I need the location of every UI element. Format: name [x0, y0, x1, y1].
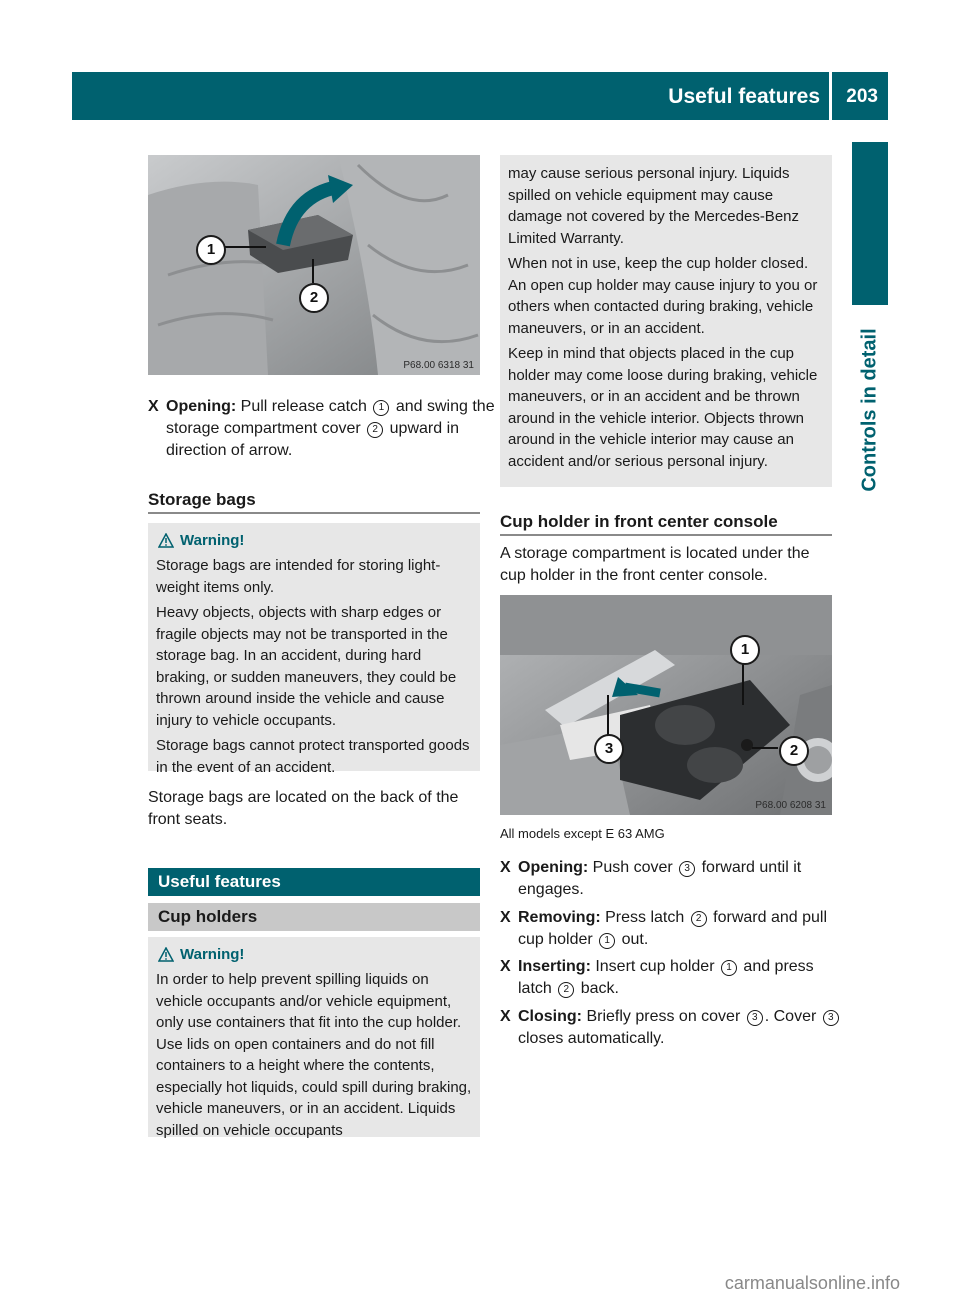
step-opening: [500, 857, 850, 901]
front-console-illustration: [500, 595, 832, 815]
warning-paragraph: Heavy objects, objects with sharp edges or fragile objects may not be transported in the storage bag. In an accident, during hard braking, or sudden maneuvers, they could be thrown around inside the vehicle and cause injury to vehicle occupants.: [156, 604, 457, 729]
front-console-heading: Cup holder in front center console: [500, 512, 778, 531]
front-console-intro: A storage compartment is located under the cup holder in the front center console.: [500, 545, 810, 584]
step-inserting: [500, 956, 850, 1000]
storage-bags-heading: Storage bags: [148, 490, 256, 509]
ref-number: 2: [558, 982, 574, 998]
ref-number: 2: [691, 911, 707, 927]
callout-1: 1: [730, 635, 760, 665]
cup-holders-bar: Cup holders: [148, 903, 480, 931]
ref-number: 3: [823, 1010, 839, 1026]
warning-paragraph: In order to help prevent spilling liquids on vehicle occupants and/or vehicle equipment, only use containers that fit into the cup holder. Use lids on open containers and do not fill containers to a height where the contents, especially hot liquids, could spill during braking, vehicle maneuvers, or in an accident. Liquids spilled on vehicle occupants: [156, 971, 472, 1139]
step-text: back.: [576, 980, 619, 997]
page-header: [72, 72, 888, 120]
warning-title: [156, 531, 472, 551]
step-text: Insert cup holder: [590, 958, 719, 975]
warning-paragraph: When not in use, keep the cup holder closed. An open cup holder may cause injury to you or others when contacted during braking, vehicle maneuvers, or in an accident.: [508, 255, 818, 337]
header-divider: [829, 72, 832, 120]
step-text: Press latch: [600, 909, 689, 926]
step-label: Opening:: [166, 398, 237, 415]
heading-rule: [148, 512, 480, 514]
callout-2: 2: [779, 736, 809, 766]
step-marker: X: [148, 398, 159, 415]
step-text: Briefly press on cover: [582, 1008, 745, 1025]
step-marker: X: [500, 859, 511, 876]
step-text: Pull release catch: [236, 398, 372, 415]
rear-armrest-illustration: [148, 155, 480, 375]
step-label: Inserting:: [518, 958, 591, 975]
callout-1: 1: [196, 235, 226, 265]
step-marker: X: [500, 909, 511, 926]
opening-step: [148, 396, 498, 462]
warning-title: [156, 945, 472, 965]
storage-bags-body: Storage bags are located on the back of the front seats.: [148, 789, 459, 828]
side-tab-text: Controls in detail: [858, 328, 881, 492]
step-label: Opening:: [518, 859, 589, 876]
ref-number: 3: [747, 1010, 763, 1026]
ref-number: 1: [721, 960, 737, 976]
warning-paragraph: Storage bags cannot protect transported goods in the event of an accident.: [156, 737, 470, 776]
page-number: 203: [846, 86, 878, 107]
storage-bags-warning: [148, 523, 480, 776]
figure-rear-armrest: [148, 155, 480, 375]
figure-code: P68.00 6318 31: [403, 360, 474, 371]
step-text: closes automatically.: [518, 1030, 665, 1047]
watermark: carmanualsonline.info: [724, 1273, 900, 1293]
step-removing: [500, 907, 850, 951]
figure-code: P68.00 6208 31: [755, 800, 826, 811]
warning-title-text: Warning!: [180, 532, 245, 549]
header-title: Useful features: [668, 85, 820, 108]
step-label: Closing:: [518, 1008, 582, 1025]
step-text: forward until it engages.: [518, 859, 802, 898]
callout-2: 2: [299, 283, 329, 313]
warning-icon: [158, 533, 174, 548]
step-text: and swing the storage compartment cover: [166, 398, 495, 437]
warning-paragraph: may cause serious personal injury. Liquids spilled on vehicle equipment may cause damage not covered by the Mercedes-Benz Limited Warranty.: [508, 165, 799, 247]
side-tab-label: [852, 305, 888, 515]
warning-icon: [158, 947, 174, 962]
figure-caption: All models except E 63 AMG: [500, 826, 665, 841]
ref-number: 3: [679, 861, 695, 877]
step-marker: X: [500, 1008, 511, 1025]
side-tab-marker: [852, 142, 888, 305]
step-text: out.: [617, 931, 649, 948]
ref-number: 2: [367, 422, 383, 438]
step-text: and press latch: [518, 958, 814, 997]
figure-front-console: [500, 595, 832, 815]
warning-paragraph: Storage bags are intended for storing light-weight items only.: [156, 557, 441, 596]
ref-number: 1: [599, 933, 615, 949]
step-text: . Cover: [764, 1008, 821, 1025]
step-marker: X: [500, 958, 511, 975]
step-text: upward in direction of arrow.: [166, 420, 460, 459]
step-text: forward and pull cup holder: [518, 909, 827, 948]
warning-paragraph: Keep in mind that objects placed in the cup holder may come loose during braking, vehicle maneuvers, or in an accident and be thrown around in the vehicle interior. Objects thrown around in the vehicle interior may cause an accident and/or serious personal injury.: [508, 345, 818, 470]
useful-features-bar: Useful features: [148, 868, 480, 896]
warning-title-text: Warning!: [180, 946, 245, 963]
ref-number: 1: [373, 400, 389, 416]
step-label: Removing:: [518, 909, 601, 926]
cup-holders-warning: [148, 937, 480, 1137]
step-text: Push cover: [588, 859, 678, 876]
callout-3: 3: [594, 734, 624, 764]
step-closing: [500, 1006, 850, 1050]
heading-rule: [500, 534, 832, 536]
cup-holders-warning-continued: [500, 155, 832, 487]
